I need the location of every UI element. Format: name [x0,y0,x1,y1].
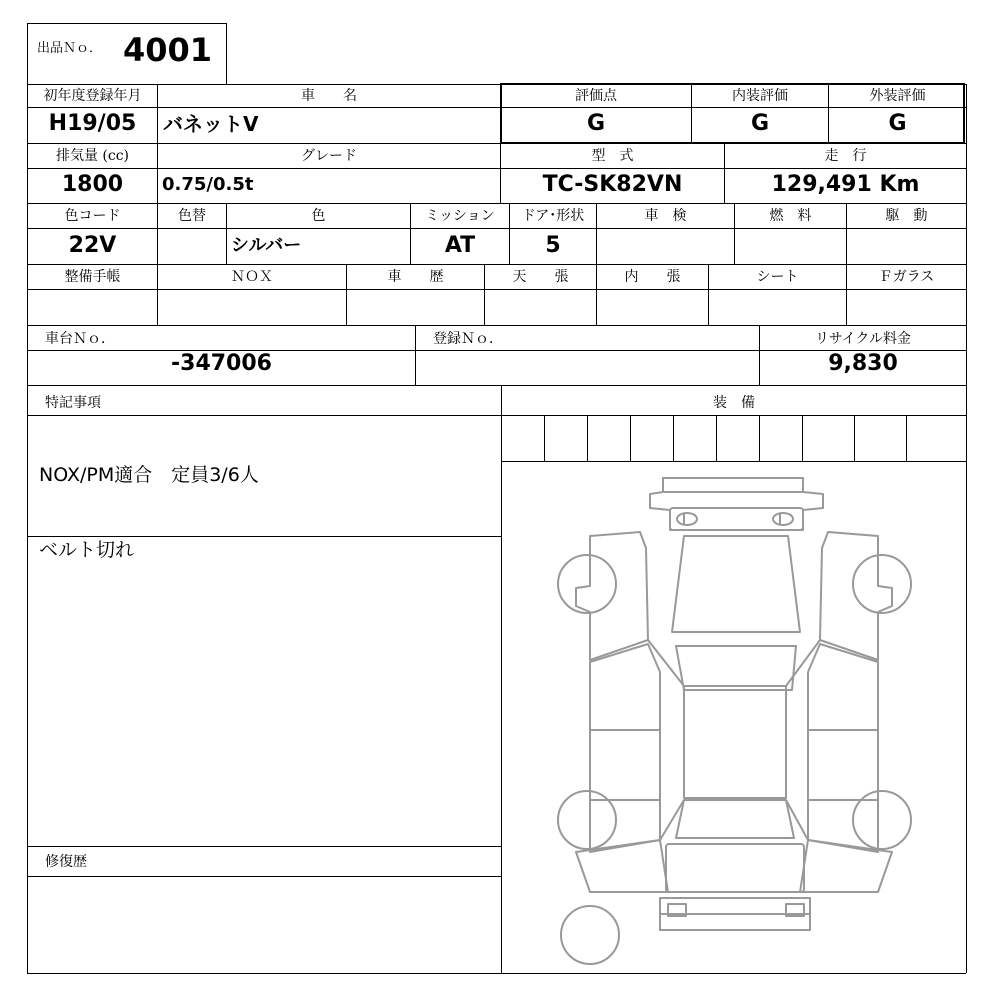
ceiling-label: 天 張 [512,269,569,285]
seat-label: シート [756,269,799,285]
color-change-label: 色替 [178,208,206,224]
front-bumper-outline [650,478,823,530]
rule-h4 [27,168,966,169]
registration-number-label: 登録Ｎｏ． [433,331,503,347]
cargo-roof [684,686,786,798]
nox-label: ＮＯＸ [231,269,273,285]
rule-outer-right [966,84,967,973]
lot-box-right [226,23,227,85]
wheel-rear-left-icon [558,791,616,849]
special-note-line-2: ベルト切れ [39,539,135,561]
equip-div-9 [906,415,907,461]
interior-lining-label: 内 張 [624,269,681,285]
equip-div-4 [673,415,674,461]
mission-value: AT [444,233,476,258]
rule-h5 [27,203,966,204]
spare-tire-icon [561,906,619,964]
headlamp-left-icon [677,513,697,525]
door-label: ドア･形状 [521,208,585,224]
rule-v-r5a [415,325,416,386]
rule-h12 [27,415,966,416]
interior-rating-value: G [750,111,770,136]
rating-label: 評価点 [575,88,617,104]
repair-history-label: 修復歴 [45,854,87,870]
equip-div-7 [802,415,803,461]
front-grille [670,508,803,530]
rule-bottom [27,973,966,974]
rule-h7 [27,264,966,265]
headlamp-right-icon [773,513,793,525]
rule-h15-left [27,846,501,847]
equip-div-2 [587,415,588,461]
vehicle-diagram [502,462,966,973]
mileage-label: 走 行 [824,148,867,164]
color-code-value: 22V [68,233,117,258]
mileage-value: 129,491 Km [771,172,920,197]
displacement-value: 1800 [61,172,124,197]
model-label: 型 式 [591,148,634,164]
interior-rating-label: 内装評価 [732,88,788,104]
equip-div-3 [630,415,631,461]
equip-div-5 [716,415,717,461]
chassis-number-value: -347006 [171,351,272,376]
wheel-front-left-icon [558,555,616,613]
special-notes-label: 特記事項 [45,395,101,411]
fuel-label: 燃 料 [769,208,812,224]
car-name-value: バネットV [163,112,259,136]
rule-h6 [27,228,966,229]
rule-h14-left [27,536,501,537]
roof-outline [676,646,796,690]
special-note-line-1: NOX/PM適合 定員3/6人 [39,464,259,486]
right-side-doors [808,644,878,852]
front-glass-label: Ｆガラス [878,269,935,285]
rule-h16-left [27,876,501,877]
grade-label: グレード [301,148,357,164]
rule-h8 [27,289,966,290]
first-reg-label: 初年度登録年月 [43,88,142,104]
equip-div-8 [854,415,855,461]
grade-value: 0.75/0.5t [162,174,254,195]
drive-label: 駆 動 [885,208,928,224]
wheel-rear-right-icon [853,791,911,849]
windshield [672,536,800,632]
color-code-label: 色コード [64,208,121,224]
lot-number-label: 出品Ｎｏ． [37,41,103,56]
rating-value: G [586,111,606,136]
left-side-front [576,532,648,660]
exterior-rating-label: 外装評価 [869,88,926,104]
lot-box-top [27,23,226,24]
recycle-fee-label: リサイクル料金 [814,331,912,347]
rule-h11 [27,385,966,386]
car-name-label: 車 名 [301,88,357,104]
model-value: TC-SK82VN [542,172,683,197]
service-book-label: 整備手帳 [64,269,121,285]
rule-h9 [27,325,966,326]
rear-window [676,800,794,838]
wheel-front-right-icon [853,555,911,613]
equip-div-1 [544,415,545,461]
equip-div-6 [759,415,760,461]
lot-number-value: 4001 [123,31,213,69]
displacement-label: 排気量 (cc) [55,148,130,164]
door-value: 5 [545,233,561,258]
vehicle-history-label: 車 歴 [387,269,444,285]
recycle-fee-value: 9,830 [828,351,898,376]
color-value: シルバー [231,235,302,256]
left-side-doors [590,644,660,852]
mission-label: ミッション [425,208,495,224]
inspection-label: 車 検 [644,208,687,224]
lot-box-left [27,23,28,85]
first-reg-value: H19/05 [48,111,137,136]
exterior-rating-value: G [888,111,907,136]
chassis-number-label: 車台Ｎｏ． [45,331,115,347]
color-label: 色 [311,208,326,224]
equipment-label: 装 備 [713,395,755,411]
rear-hatch [666,844,804,892]
